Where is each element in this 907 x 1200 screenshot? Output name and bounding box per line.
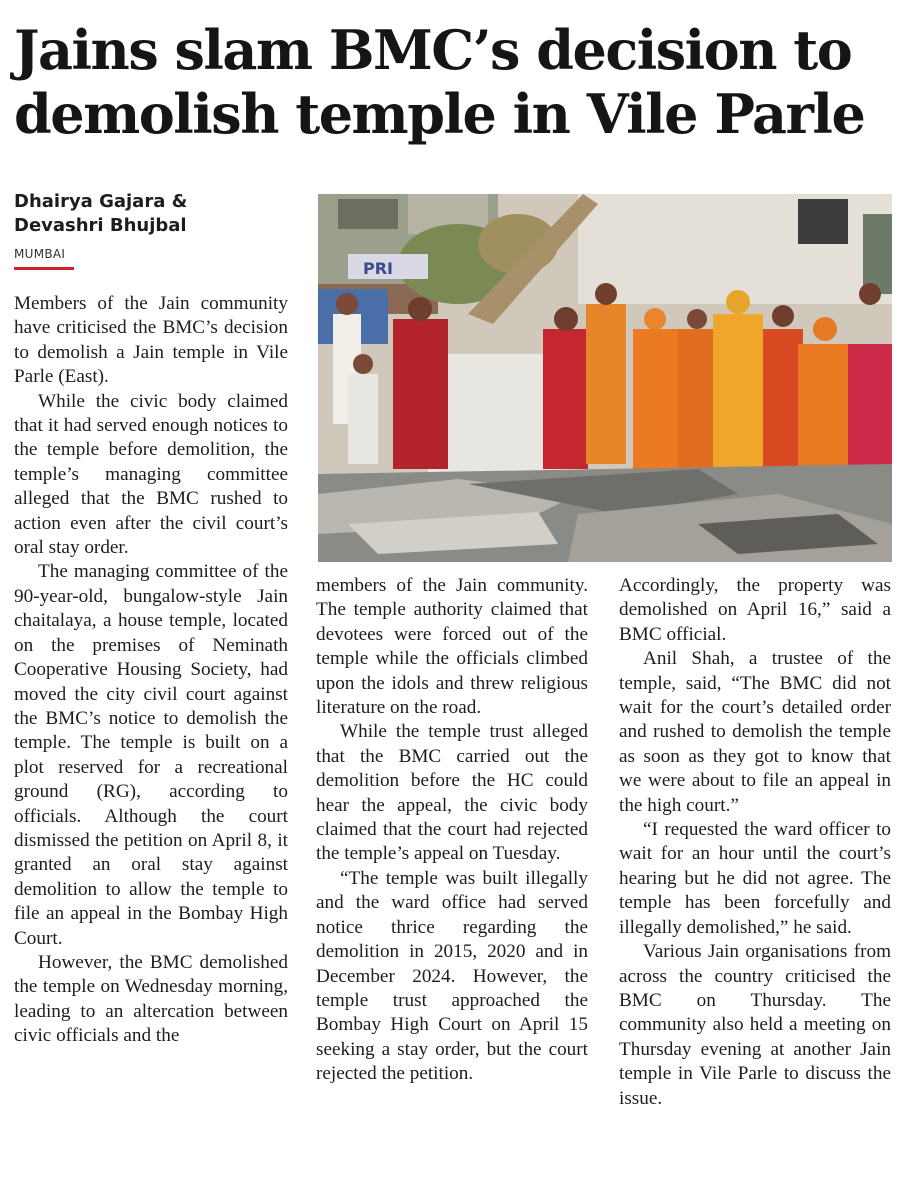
photo-icon <box>318 194 892 562</box>
headline-line-1: Jains slam BMC’s decision to <box>14 18 852 82</box>
paragraph: Various Jain organisations from across the country criticised the BMC on Thursday. The community also held a meeting on Thursday evening at another Jain temple in Vile Parle to discuss the issue. <box>619 941 891 1109</box>
paragraph: Accordingly, the property was demolished on April 16,” said a BMC official. <box>619 575 891 645</box>
paragraph: However, the BMC demolished the temple on Wednesday morning, leading to an altercation between civic officials and the <box>14 951 288 1047</box>
byline-author-1: Dhairya Gajara & <box>14 191 188 212</box>
headline-line-2: demolish temple in Vile Parle <box>14 82 865 146</box>
paragraph: “The temple was built illegally and the ward office had served notice thrice regarding the demolition in 2015, 2020 and in December 2024. However, the temple trust approached the Bombay High Court on April 15 seeking a stay order, but the court rejected the petition. <box>316 867 588 1085</box>
paragraph: members of the Jain community. The temple authority claimed that devotees were forced out of the temple while the officials climbed upon the idols and threw religious literature on the road. <box>316 575 588 719</box>
byline <box>14 190 304 238</box>
paragraph: “I requested the ward officer to wait for an hour until the court’s hearing but he did not agree. The temple has been forcefully and illegally demolished,” he said. <box>619 819 891 938</box>
dateline: MUMBAI <box>14 247 66 261</box>
body-column-2 <box>316 574 588 1087</box>
body-column-3 <box>619 574 891 1111</box>
body-column-1 <box>14 292 288 1049</box>
photo-sign-text: PRI <box>363 259 393 278</box>
dateline-rule <box>14 267 74 270</box>
paragraph: The managing committee of the 90-year-old, bungalow-style Jain chaitalaya, a house temple, located on the premises of Neminath Cooperative Housing Society, had moved the city civil court against the BMC’s notice to demolish the temple. The temple is built on a plot reserved for a recreational ground (RG), according to officials. Although the court dismissed the petition on April 8, it granted an oral stay against demolition to allow the temple to file an appeal in the Bombay High Court. <box>14 561 288 949</box>
paragraph: While the civic body claimed that it had served enough notices to the temple before demolition, the temple’s managing committee alleged that the BMC rushed to action even after the civil court’s oral stay order. <box>14 390 288 559</box>
paragraph: Anil Shah, a trustee of the temple, said, “The BMC did not wait for the court’s detailed order and rushed to demolish the temple as soon as they got to know that we were about to file an appeal in the high court.” <box>619 648 891 816</box>
byline-author-2: Devashri Bhujbal <box>14 215 187 236</box>
headline <box>14 18 899 146</box>
paragraph: Members of the Jain community have criticised the BMC’s decision to demolish a Jain temple in Vile Parle (East). <box>14 293 288 388</box>
news-photo <box>318 194 892 562</box>
paragraph: While the temple trust alleged that the BMC carried out the demolition before the HC could hear the appeal, the civic body claimed that the court had rejected the temple’s appeal on Tuesday. <box>316 721 588 865</box>
